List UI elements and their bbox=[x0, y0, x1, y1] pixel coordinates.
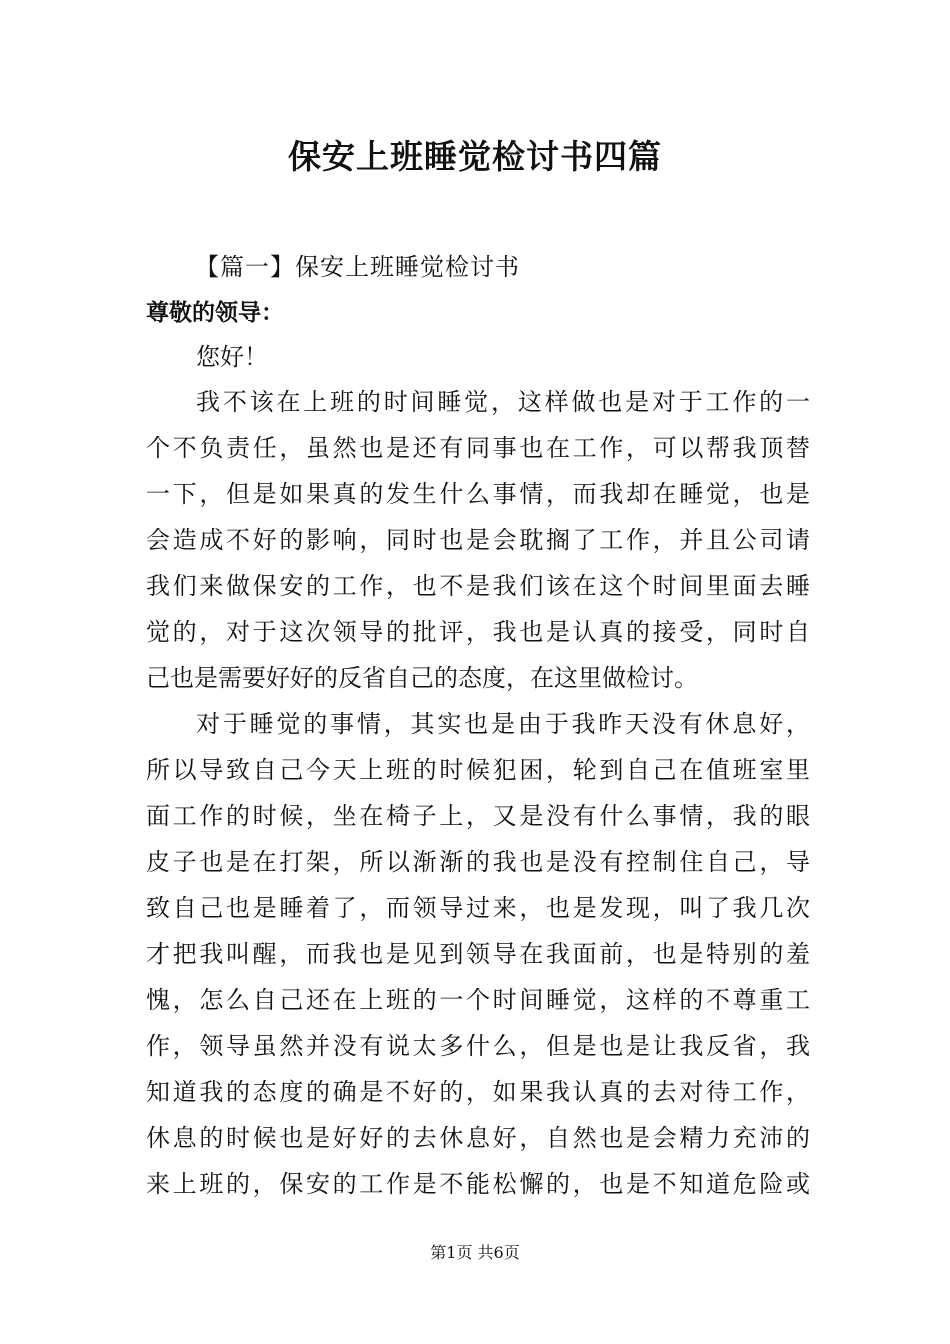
paragraph-line: 觉的，对于这次领导的批评，我也是认真的接受，同时自 bbox=[146, 618, 810, 646]
paragraph-line: 己也是需要好好的反省自己的态度，在这里做检讨。 bbox=[146, 664, 698, 692]
paragraph-line: 会造成不好的影响，同时也是会耽搁了工作，并且公司请 bbox=[146, 526, 810, 554]
paragraph-line: 个不负责任，虽然也是还有同事也在工作，可以帮我顶替 bbox=[146, 434, 810, 462]
document-title: 保安上班睡觉检讨书四篇 bbox=[288, 137, 662, 176]
paragraph-line: 皮子也是在打架，所以渐渐的我也是没有控制住自己，导 bbox=[146, 848, 810, 876]
paragraph-line: 作，领导虽然并没有说太多什么，但是也是让我反省，我 bbox=[146, 1032, 810, 1060]
paragraph-line: 休息的时候也是好好的去休息好，自然也是会精力充沛的 bbox=[146, 1124, 810, 1152]
body-paragraph bbox=[146, 379, 810, 701]
paragraph-line: 面工作的时候，坐在椅子上，又是没有什么事情，我的眼 bbox=[146, 802, 810, 830]
paragraph-line: 一下，但是如果真的发生什么事情，而我却在睡觉，也是 bbox=[146, 480, 810, 508]
paragraph-line: 来上班的，保安的工作是不能松懈的，也是不知道危险或 bbox=[146, 1170, 810, 1198]
paragraph-line: 我们来做保安的工作，也不是我们该在这个时间里面去睡 bbox=[146, 572, 810, 600]
paragraph-line: 致自己也是睡着了，而领导过来，也是发现，叫了我几次 bbox=[146, 894, 810, 922]
paragraph-line: 所以导致自己今天上班的时候犯困，轮到自己在值班室里 bbox=[146, 756, 810, 784]
paragraph-line: 知道我的态度的确是不好的，如果我认真的去对待工作， bbox=[146, 1078, 810, 1106]
paragraph-line: 对于睡觉的事情，其实也是由于我昨天没有休息好， bbox=[196, 710, 810, 738]
paragraph-line: 我不该在上班的时间睡觉，这样做也是对于工作的一 bbox=[196, 388, 810, 416]
paragraph-line: 才把我叫醒，而我也是见到领导在我面前，也是特别的羞 bbox=[146, 940, 810, 968]
paragraph-line: 愧，怎么自己还在上班的一个时间睡觉，这样的不尊重工 bbox=[146, 986, 810, 1014]
salutation: 尊敬的领导： bbox=[146, 299, 284, 326]
section-heading: 【篇一】保安上班睡觉检讨书 bbox=[195, 253, 520, 281]
body-paragraph bbox=[146, 701, 810, 1207]
greeting: 您好！ bbox=[196, 343, 268, 371]
page-number-footer: 第1页 共6页 bbox=[430, 1243, 520, 1262]
